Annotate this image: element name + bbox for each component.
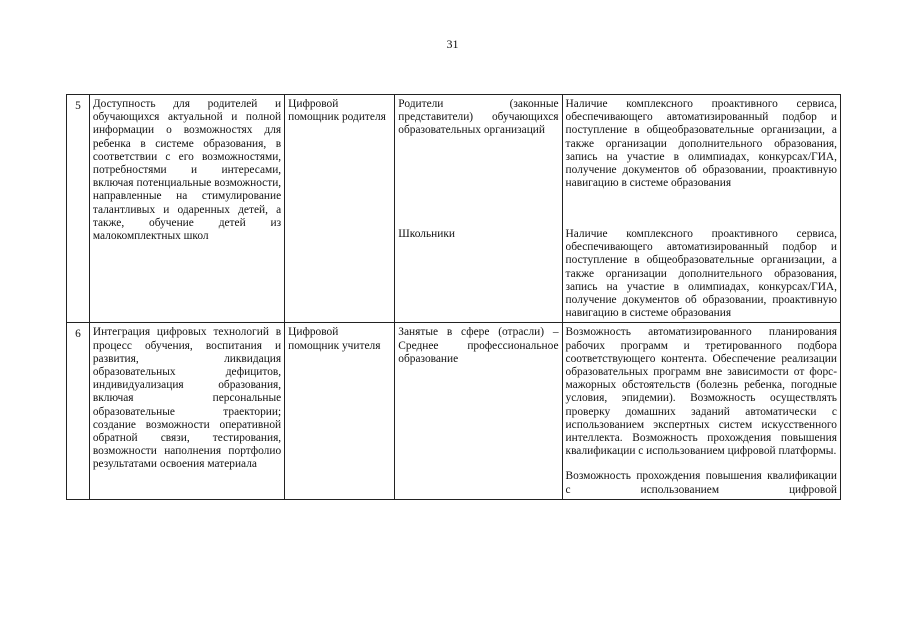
user-groups-cell [395,95,562,323]
page-number: 31 [446,37,459,51]
service-name: Цифровой помощник учителя [288,326,381,352]
table-row [67,95,841,323]
effect-text: Наличие комплексного проактивного сервиса, обеспечивающего автоматизированный подбор и поступление в общеобразовательные организации, а также организации дополнительного образования, запись на участие в олимпиадах, конкурсах/ГИА, получение документов об образовании, проактивную навигацию в системе образования [565,228,837,320]
user-group: Занятые в сфере (отрасли) – Среднее профессиональное образование [398,326,559,365]
effect-text: Возможность автоматизированного планирования рабочих программ и третированного подбора соответствующего контента. Обеспечение реализации образовательных программ вне зависимости от форс-мажорных обстоятельств (болезнь ребенка, погодные условия, эпидемии). Возможность осуществлять проверку домашних заданий автоматически с использованием экспертных систем искусственного интеллекта. Возможность прохождения повышения квалификации с использованием цифровой платформы. [565,326,837,458]
task-text: Интеграция цифровых технологий в процесс обучения, воспитания и развития, ликвидация образовательных дефицитов, индивидуализация образования, включая персональные образовательные траектории; создание возможности оперативной обратной связи, тестирования, возможности наполнения портфолио результатами освоения материала [92,326,282,471]
effect-text: Наличие комплексного проактивного сервиса, обеспечивающего автоматизированный подбор и поступление в общеобразовательные организации, а также организации дополнительного образования, запись на участие в олимпиадах, конкурсах/ГИА, получение документов об образовании, проактивную навигацию в системе образования [565,98,837,190]
row-number-cell [67,95,90,323]
effect-text: Возможность прохождения повышения квалификации с использованием цифровой [565,470,837,496]
effects-cell [562,323,840,499]
task-text: Доступность для родителей и обучающихся актуальной и полной информации о возможностях для ребенка в системе образования, в соответствии с его возможностями, потребностями и интересами, включая потенциальные возможности, направленные на стимулирование талантливых и одаренных детей, а также, обучение детей из малокомплектных школ [92,98,282,243]
effects-cell [562,95,840,323]
row-number: 6 [75,328,81,341]
service-name: Цифровой помощник родителя [288,98,386,124]
services-table [66,94,841,500]
service-cell [285,323,395,499]
user-group: Школьники [398,228,455,240]
row-number: 5 [75,100,81,112]
table-row [67,323,841,499]
service-cell [285,95,395,323]
row-number-cell [67,323,90,499]
user-group: Родители (законные представители) обучающихся образовательных организаций [398,98,559,137]
task-cell [89,95,284,323]
task-cell [89,323,284,499]
user-groups-cell [395,323,562,499]
